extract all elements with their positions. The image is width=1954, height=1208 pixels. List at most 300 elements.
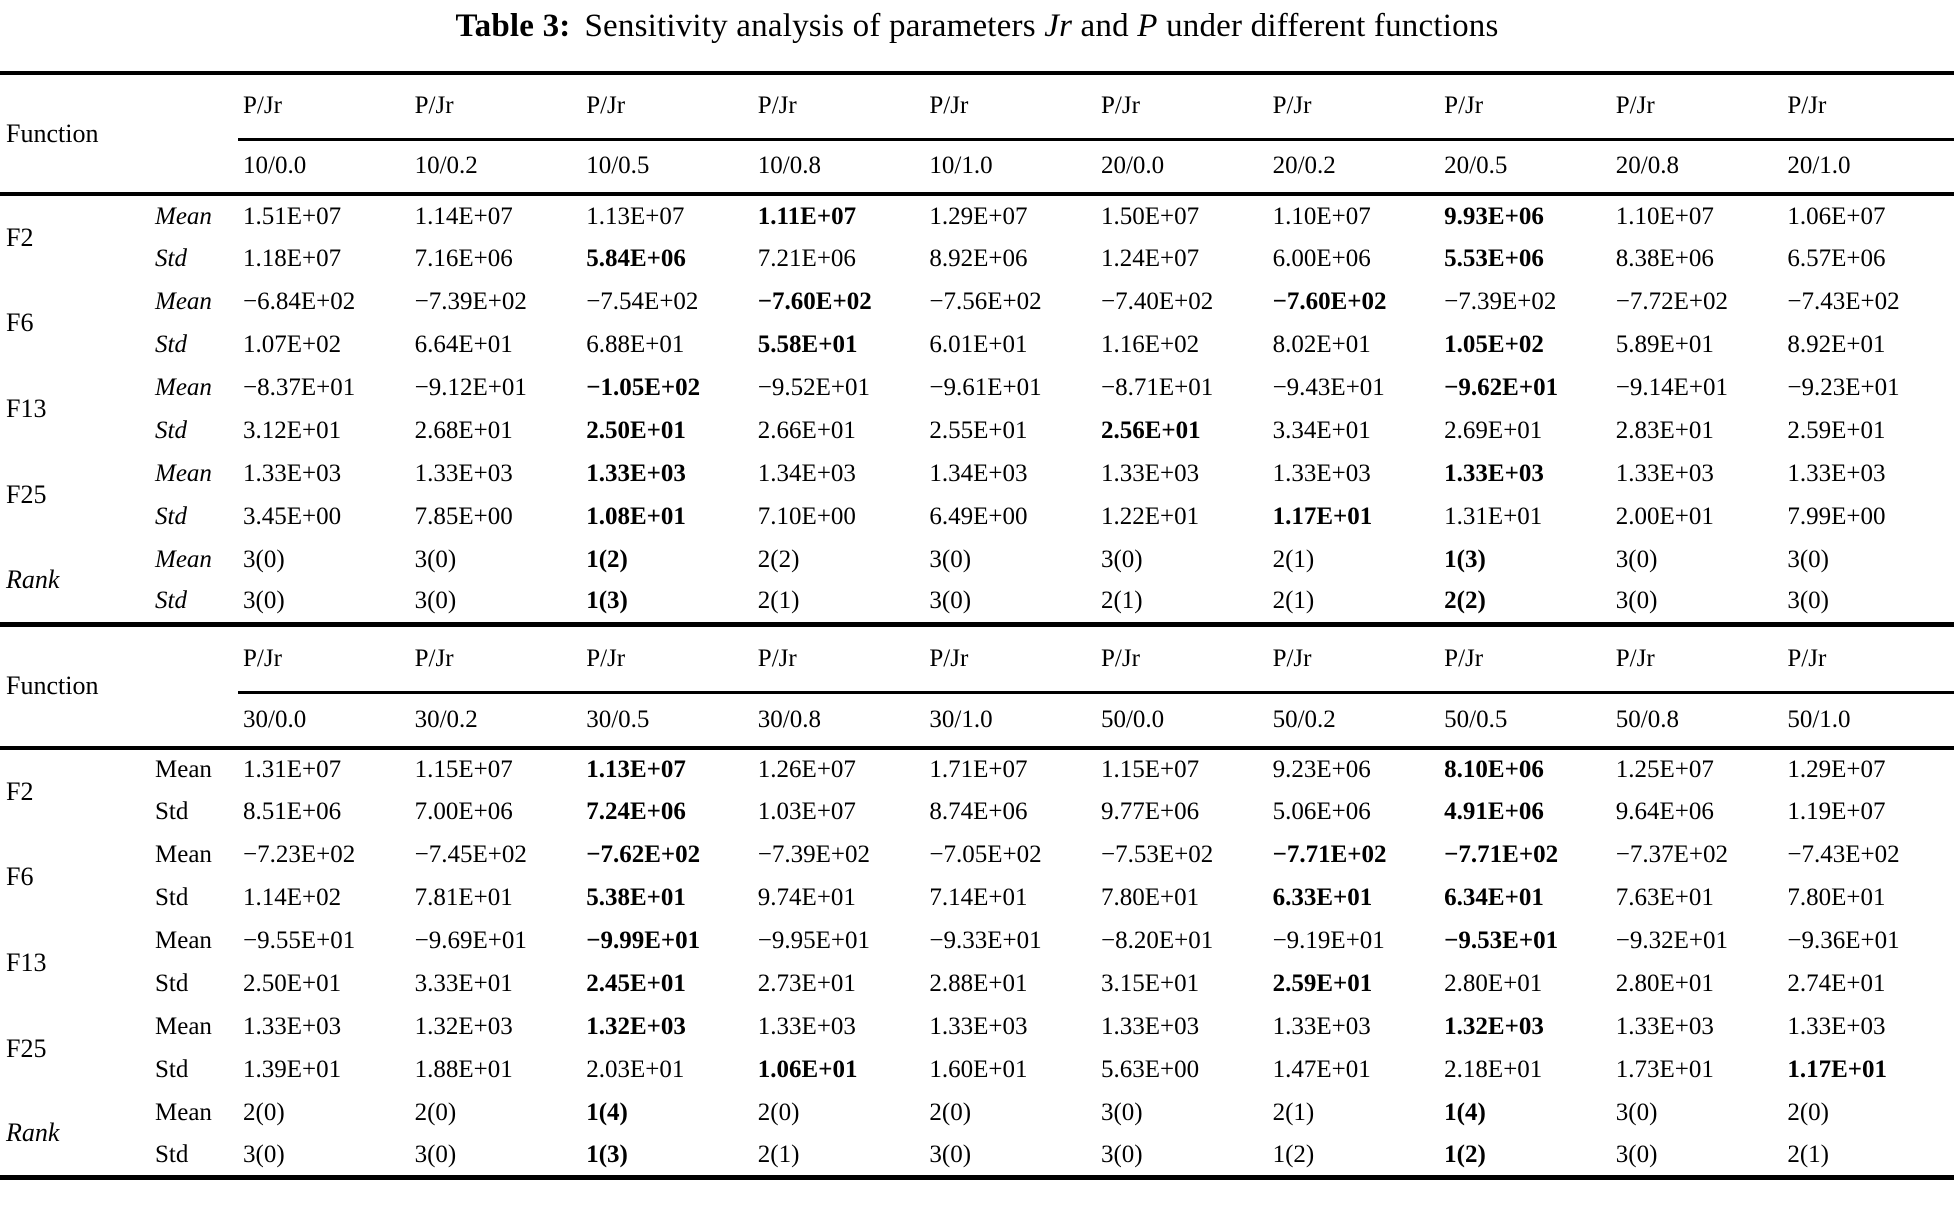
value-cell: −9.62E+01: [1444, 373, 1559, 401]
value-cell: 7.21E+06: [757, 244, 856, 272]
title-text-3: under different functions: [1157, 8, 1499, 44]
value-cell: 3(0): [243, 545, 285, 573]
pjr-header: P/Jr: [1439, 73, 1611, 139]
value-cell: 1.15E+07: [414, 756, 513, 783]
table-row: [0, 237, 1954, 280]
value-cell: 3(0): [929, 587, 972, 615]
value-cell: 1(2): [1272, 1140, 1315, 1168]
value-cell: 3(0): [929, 1140, 972, 1168]
value-cell: 2.73E+01: [757, 970, 856, 997]
pjr-header: P/Jr: [410, 73, 582, 139]
value-cell: 1.33E+03: [1272, 459, 1371, 487]
value-cell: 9.64E+06: [1615, 798, 1714, 825]
param-header: 10/0.5: [586, 152, 650, 180]
value-cell: 3(0): [414, 587, 457, 615]
function-label: F6: [6, 308, 34, 337]
value-cell: 6.34E+01: [1444, 884, 1544, 911]
value-cell: 8.74E+06: [929, 798, 1028, 825]
value-cell: −7.60E+02: [757, 287, 872, 315]
value-cell: 2(0): [243, 1099, 285, 1126]
value-cell: 8.92E+06: [929, 244, 1028, 272]
value-cell: 1.33E+03: [1615, 1013, 1714, 1040]
pjr-header: P/Jr: [238, 73, 410, 139]
stat-label: Mean: [155, 545, 212, 573]
value-cell: −9.43E+01: [1272, 373, 1385, 401]
value-cell: 1.14E+02: [243, 884, 342, 911]
value-cell: 1.33E+03: [1272, 1013, 1371, 1040]
value-cell: 1.32E+03: [414, 1013, 513, 1040]
stat-label: Std: [155, 330, 187, 358]
value-cell: 8.10E+06: [1444, 756, 1544, 783]
value-cell: 3(0): [1100, 545, 1143, 573]
value-cell: 5.84E+06: [586, 244, 686, 272]
table-row: [0, 1049, 1954, 1092]
table-row: [0, 452, 1954, 495]
value-cell: −9.12E+01: [414, 373, 527, 401]
param-header: 20/0.0: [1100, 152, 1165, 180]
value-cell: 2(1): [757, 1140, 800, 1168]
value-cell: −9.95E+01: [757, 927, 871, 954]
value-cell: 7.85E+00: [414, 502, 513, 530]
value-cell: 3(0): [1787, 545, 1830, 573]
value-cell: −7.45E+02: [414, 841, 527, 868]
table-row: [0, 194, 1954, 237]
value-cell: −7.71E+02: [1272, 841, 1387, 868]
value-cell: 1(3): [586, 587, 628, 615]
value-cell: −9.61E+01: [929, 373, 1042, 401]
value-cell: 7.00E+06: [414, 798, 513, 825]
value-cell: 6.01E+01: [929, 330, 1028, 358]
function-label: F2: [6, 776, 34, 806]
value-cell: 5.53E+06: [1444, 244, 1544, 272]
value-cell: 2.80E+01: [1615, 970, 1714, 997]
value-cell: 1.15E+07: [1100, 756, 1200, 783]
stat-label: Mean: [155, 927, 212, 954]
stat-label: Mean: [155, 1013, 212, 1040]
pjr-header: P/Jr: [1268, 73, 1440, 139]
stat-label: Mean: [155, 756, 212, 783]
value-cell: −7.43E+02: [1787, 287, 1900, 315]
value-cell: 3.12E+01: [243, 416, 342, 444]
value-cell: 3(0): [243, 587, 285, 615]
value-cell: 1.10E+07: [1615, 202, 1714, 230]
value-cell: 3(0): [1615, 545, 1658, 573]
value-cell: 1.47E+01: [1272, 1056, 1371, 1083]
table-row: [0, 495, 1954, 538]
value-cell: 2.83E+01: [1615, 416, 1714, 444]
title-text-1: Sensitivity analysis of parameters: [584, 8, 1045, 44]
value-cell: 3(0): [1100, 1099, 1143, 1126]
value-cell: 1.60E+01: [929, 1056, 1028, 1083]
param-header: 20/0.2: [1272, 152, 1336, 180]
stat-label: Std: [155, 587, 187, 615]
stat-label: Mean: [155, 373, 212, 401]
table-number: Table 3:: [455, 8, 571, 44]
table-row: [0, 791, 1954, 834]
value-cell: 1.33E+03: [757, 1013, 856, 1040]
value-cell: 2.56E+01: [1100, 416, 1201, 444]
value-cell: 2(2): [1444, 587, 1486, 615]
title-param-jr: Jr: [1044, 8, 1073, 44]
value-cell: 3(0): [929, 545, 972, 573]
value-cell: 2(1): [757, 587, 800, 615]
value-cell: 1(3): [1444, 545, 1486, 573]
value-cell: 1.16E+02: [1100, 330, 1200, 358]
function-header: Function: [6, 671, 99, 700]
value-cell: 1.03E+07: [757, 798, 856, 825]
value-cell: −9.14E+01: [1615, 373, 1728, 401]
function-label: F25: [6, 1033, 47, 1063]
table-row: [0, 409, 1954, 452]
value-cell: 2.80E+01: [1444, 970, 1543, 997]
function-label: F13: [6, 947, 47, 977]
stat-label: Std: [155, 502, 187, 530]
table-row: [0, 280, 1954, 323]
value-cell: 1.24E+07: [1100, 244, 1200, 272]
value-cell: 6.33E+01: [1272, 884, 1373, 911]
value-cell: −7.37E+02: [1615, 841, 1728, 868]
value-cell: −7.05E+02: [929, 841, 1042, 868]
value-cell: 1.33E+03: [1787, 1013, 1886, 1040]
value-cell: 2.55E+01: [929, 416, 1028, 444]
value-cell: 1.33E+03: [1615, 459, 1714, 487]
pjr-header: P/Jr: [924, 627, 1096, 693]
value-cell: 9.93E+06: [1444, 202, 1544, 230]
pjr-header: P/Jr: [1096, 73, 1268, 139]
value-cell: 1.33E+03: [243, 459, 342, 487]
value-cell: 1.31E+01: [1444, 502, 1543, 530]
value-cell: 1.11E+07: [757, 202, 857, 230]
sensitivity-table-top: [0, 71, 1954, 627]
value-cell: 1.32E+03: [1444, 1013, 1544, 1040]
value-cell: −7.72E+02: [1615, 287, 1728, 315]
value-cell: 1.33E+03: [243, 1013, 342, 1040]
value-cell: 2(2): [757, 545, 800, 573]
pjr-header: P/Jr: [753, 627, 925, 693]
table-row: [0, 581, 1954, 624]
value-cell: −7.43E+02: [1787, 841, 1900, 868]
param-header: 50/0.0: [1100, 705, 1165, 733]
value-cell: 5.63E+00: [1100, 1056, 1200, 1083]
pjr-header: P/Jr: [753, 73, 925, 139]
value-cell: 1.34E+03: [929, 459, 1028, 487]
value-cell: 1.18E+07: [243, 244, 342, 272]
value-cell: 1.25E+07: [1615, 756, 1714, 783]
param-header: 20/1.0: [1787, 152, 1851, 180]
param-header: 50/1.0: [1787, 705, 1851, 733]
table-row: [0, 877, 1954, 920]
value-cell: 1(4): [1444, 1099, 1486, 1126]
stat-label: Std: [155, 970, 189, 997]
value-cell: 1.10E+07: [1272, 202, 1371, 230]
value-cell: 1.33E+03: [929, 1013, 1028, 1040]
value-cell: −7.56E+02: [929, 287, 1042, 315]
param-header: 30/0.2: [414, 705, 478, 733]
value-cell: 5.58E+01: [757, 330, 858, 358]
table-row: [0, 366, 1954, 409]
value-cell: 5.38E+01: [586, 884, 686, 911]
value-cell: 2.88E+01: [929, 970, 1028, 997]
value-cell: 2(0): [1787, 1099, 1830, 1126]
value-cell: −7.71E+02: [1444, 841, 1559, 868]
param-header: 30/0.5: [586, 705, 650, 733]
value-cell: 8.92E+01: [1787, 330, 1886, 358]
value-cell: −9.55E+01: [243, 927, 356, 954]
value-cell: 1.33E+03: [586, 459, 686, 487]
title-param-p: P: [1137, 8, 1158, 44]
value-cell: 6.49E+00: [929, 502, 1028, 530]
value-cell: −7.53E+02: [1100, 841, 1214, 868]
value-cell: 7.16E+06: [414, 244, 513, 272]
value-cell: 3(0): [1100, 1140, 1143, 1168]
value-cell: 1.29E+07: [1787, 756, 1886, 783]
value-cell: 1.33E+03: [1787, 459, 1886, 487]
table-row: [0, 538, 1954, 581]
value-cell: 1.17E+01: [1272, 502, 1373, 530]
table-row: [0, 323, 1954, 366]
value-cell: 1.31E+07: [243, 756, 342, 783]
value-cell: 1.13E+07: [586, 202, 685, 230]
value-cell: 2.59E+01: [1787, 416, 1886, 444]
value-cell: −1.05E+02: [586, 373, 701, 401]
stat-label: Std: [155, 416, 187, 444]
value-cell: 2.66E+01: [757, 416, 856, 444]
value-cell: 1.32E+03: [586, 1013, 686, 1040]
stat-label: Std: [155, 798, 189, 825]
pjr-header: P/Jr: [581, 627, 753, 693]
value-cell: 1.33E+03: [414, 459, 513, 487]
value-cell: 2(1): [1272, 587, 1315, 615]
pjr-header: P/Jr: [1782, 73, 1954, 139]
value-cell: 2(1): [1100, 587, 1143, 615]
value-cell: −7.39E+02: [414, 287, 527, 315]
value-cell: 8.02E+01: [1272, 330, 1371, 358]
value-cell: 2.00E+01: [1615, 502, 1714, 530]
function-label: F25: [6, 480, 47, 509]
value-cell: 1.51E+07: [243, 202, 342, 230]
param-header: 10/0.0: [243, 152, 307, 180]
value-cell: −9.19E+01: [1272, 927, 1385, 954]
value-cell: 2.74E+01: [1787, 970, 1886, 997]
param-header: 50/0.2: [1272, 705, 1336, 733]
value-cell: 1.19E+07: [1787, 798, 1886, 825]
param-header: 10/0.2: [414, 152, 478, 180]
value-cell: 7.10E+00: [757, 502, 856, 530]
value-cell: 2(0): [414, 1099, 457, 1126]
value-cell: 5.89E+01: [1615, 330, 1714, 358]
table-row: [0, 963, 1954, 1006]
stat-label: Mean: [155, 287, 212, 315]
value-cell: 1.50E+07: [1100, 202, 1200, 230]
value-cell: 1.14E+07: [414, 202, 513, 230]
value-cell: 9.74E+01: [757, 884, 856, 911]
pjr-header: P/Jr: [1096, 627, 1268, 693]
value-cell: 2.50E+01: [586, 416, 686, 444]
stat-label: Mean: [155, 1099, 212, 1126]
function-label: Rank: [6, 1118, 60, 1148]
value-cell: −9.23E+01: [1787, 373, 1900, 401]
pjr-header: P/Jr: [581, 73, 753, 139]
value-cell: 6.00E+06: [1272, 244, 1371, 272]
value-cell: 1.13E+07: [586, 756, 686, 783]
value-cell: −7.40E+02: [1100, 287, 1214, 315]
value-cell: 7.99E+00: [1787, 502, 1886, 530]
pjr-header: P/Jr: [924, 73, 1096, 139]
value-cell: 3.45E+00: [243, 502, 342, 530]
value-cell: 9.23E+06: [1272, 756, 1371, 783]
table-row: [0, 1006, 1954, 1049]
value-cell: 3(0): [243, 1140, 285, 1168]
value-cell: 7.24E+06: [586, 798, 686, 825]
value-cell: 6.64E+01: [414, 330, 513, 358]
value-cell: −8.71E+01: [1100, 373, 1214, 401]
pjr-header: P/Jr: [1611, 73, 1783, 139]
value-cell: 1.08E+01: [586, 502, 686, 530]
value-cell: 1.73E+01: [1615, 1056, 1714, 1083]
value-cell: −8.37E+01: [243, 373, 356, 401]
value-cell: 2.69E+01: [1444, 416, 1543, 444]
value-cell: −9.53E+01: [1444, 927, 1559, 954]
value-cell: 1.26E+07: [757, 756, 856, 783]
param-header: 30/0.8: [757, 705, 821, 733]
table-row: [0, 920, 1954, 963]
sensitivity-table-bottom: [0, 627, 1954, 1181]
value-cell: 1.07E+02: [243, 330, 342, 358]
value-cell: −6.84E+02: [243, 287, 356, 315]
value-cell: 2.68E+01: [414, 416, 513, 444]
value-cell: 7.80E+01: [1787, 884, 1886, 911]
pjr-header: P/Jr: [1439, 627, 1611, 693]
value-cell: −8.20E+01: [1100, 927, 1214, 954]
value-cell: −7.62E+02: [586, 841, 701, 868]
value-cell: 1.39E+01: [243, 1056, 342, 1083]
param-header: 10/0.8: [757, 152, 821, 180]
value-cell: 2.45E+01: [586, 970, 686, 997]
value-cell: 3(0): [1615, 587, 1658, 615]
value-cell: −7.60E+02: [1272, 287, 1387, 315]
value-cell: 1.33E+03: [1100, 1013, 1200, 1040]
table-row: [0, 748, 1954, 791]
pjr-header: P/Jr: [1268, 627, 1440, 693]
value-cell: 1.29E+07: [929, 202, 1028, 230]
param-header: 20/0.5: [1444, 152, 1508, 180]
value-cell: 7.81E+01: [414, 884, 513, 911]
value-cell: 2.50E+01: [243, 970, 342, 997]
value-cell: 8.38E+06: [1615, 244, 1714, 272]
param-header: 30/1.0: [929, 705, 993, 733]
table-row: [0, 1135, 1954, 1178]
pjr-header: P/Jr: [1611, 627, 1783, 693]
value-cell: 9.77E+06: [1100, 798, 1200, 825]
table-row: [0, 834, 1954, 877]
table-title: [0, 0, 1954, 71]
value-cell: 3(0): [414, 545, 457, 573]
pjr-header: P/Jr: [410, 627, 582, 693]
stat-label: Mean: [155, 202, 212, 230]
value-cell: 1.88E+01: [414, 1056, 513, 1083]
value-cell: 2(0): [929, 1099, 972, 1126]
value-cell: 3.34E+01: [1272, 416, 1371, 444]
stat-label: Mean: [155, 459, 212, 487]
value-cell: 2.03E+01: [586, 1056, 685, 1083]
value-cell: 1.05E+02: [1444, 330, 1544, 358]
pjr-header: P/Jr: [1782, 627, 1954, 693]
value-cell: 3.33E+01: [414, 970, 513, 997]
value-cell: 2(0): [757, 1099, 800, 1126]
value-cell: 1.34E+03: [757, 459, 856, 487]
value-cell: 1(2): [1444, 1140, 1486, 1168]
value-cell: 5.06E+06: [1272, 798, 1371, 825]
value-cell: 2.18E+01: [1444, 1056, 1543, 1083]
stat-label: Std: [155, 1056, 189, 1083]
value-cell: −7.39E+02: [757, 841, 871, 868]
value-cell: −9.99E+01: [586, 927, 701, 954]
value-cell: 1.06E+07: [1787, 202, 1886, 230]
value-cell: 1.22E+01: [1100, 502, 1200, 530]
table-row: [0, 1092, 1954, 1135]
value-cell: 6.57E+06: [1787, 244, 1886, 272]
function-label: F6: [6, 861, 34, 891]
value-cell: 1.06E+01: [757, 1056, 858, 1083]
function-label: Rank: [6, 564, 60, 594]
function-header: Function: [6, 118, 99, 148]
value-cell: 1(4): [586, 1099, 628, 1126]
value-cell: −9.33E+01: [929, 927, 1042, 954]
param-header: 30/0.0: [243, 705, 307, 733]
param-header: 50/0.8: [1615, 705, 1679, 733]
value-cell: 7.14E+01: [929, 884, 1028, 911]
value-cell: 2(1): [1787, 1140, 1830, 1168]
value-cell: 3(0): [414, 1140, 457, 1168]
param-header: 10/1.0: [929, 152, 993, 180]
value-cell: −7.23E+02: [243, 841, 356, 868]
function-label: F13: [6, 394, 47, 423]
value-cell: −7.54E+02: [586, 287, 699, 315]
value-cell: 3(0): [1615, 1099, 1658, 1126]
function-label: F2: [6, 223, 34, 252]
value-cell: 2(1): [1272, 545, 1315, 573]
stat-label: Std: [155, 884, 189, 911]
value-cell: −9.36E+01: [1787, 927, 1900, 954]
stat-label: Std: [155, 244, 187, 272]
pjr-header: P/Jr: [238, 627, 410, 693]
value-cell: 3(0): [1615, 1140, 1658, 1168]
stat-label: Std: [155, 1140, 189, 1168]
value-cell: −7.39E+02: [1444, 287, 1557, 315]
param-header: 20/0.8: [1615, 152, 1679, 180]
value-cell: 2.59E+01: [1272, 970, 1373, 997]
param-header: 50/0.5: [1444, 705, 1508, 733]
value-cell: 3(0): [1787, 587, 1830, 615]
value-cell: 1(3): [586, 1140, 628, 1168]
value-cell: 1.71E+07: [929, 756, 1028, 783]
stat-label: Mean: [155, 841, 212, 868]
value-cell: 7.80E+01: [1100, 884, 1200, 911]
value-cell: 1.33E+03: [1100, 459, 1200, 487]
title-text-2: and: [1072, 8, 1138, 44]
value-cell: −9.32E+01: [1615, 927, 1728, 954]
value-cell: 1(2): [586, 545, 628, 573]
value-cell: 7.63E+01: [1615, 884, 1714, 911]
value-cell: −9.69E+01: [414, 927, 527, 954]
value-cell: 1.33E+03: [1444, 459, 1544, 487]
value-cell: 1.17E+01: [1787, 1056, 1888, 1083]
value-cell: 2(1): [1272, 1099, 1315, 1126]
value-cell: 8.51E+06: [243, 798, 342, 825]
value-cell: 6.88E+01: [586, 330, 685, 358]
value-cell: −9.52E+01: [757, 373, 871, 401]
value-cell: 4.91E+06: [1444, 798, 1544, 825]
